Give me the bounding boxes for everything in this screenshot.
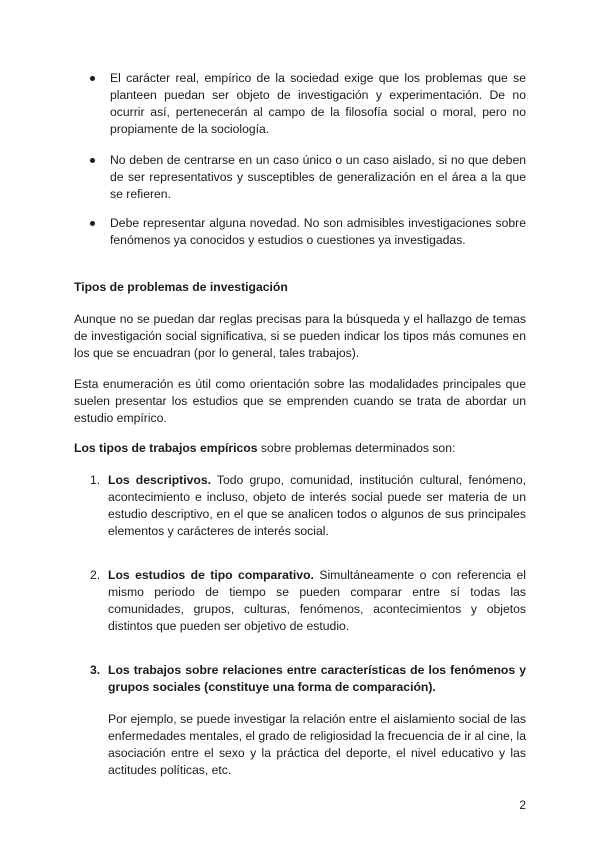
bullet-item <box>88 70 526 138</box>
paragraph: Esta enumeración es útil como orientación sobre las modalidades principales que suelen presentar los estudios que se emprenden cuando se trata de abordar un estudio empírico. <box>74 377 526 425</box>
item-title: Los estudios de tipo comparativo. <box>108 568 314 582</box>
example-paragraph: Por ejemplo, se puede investigar la relación entre el aislamiento social de las enfermedades mentales, el grado de religiosidad la frecuencia de ir al cine, la asociación entre el sexo y la práctica del deporte, el nivel educativo y las actitudes políticas, etc. <box>108 712 527 777</box>
bullet-item <box>88 152 526 203</box>
item-title: Los trabajos sobre relaciones entre características de los fenómenos y grupos sociales (constituye una forma de comparación). <box>108 663 526 694</box>
item-number: 1. <box>90 473 101 487</box>
numbered-item <box>90 472 526 540</box>
item-text: Todo grupo, comunidad, institución cultural, fenómeno, acontecimiento e incluso, objeto de interés social puede ser materia de un estudio descriptivo, en el que se analicen todos o algunos de sus principales elementos y carácteres de interés social. <box>108 473 526 538</box>
numbered-item <box>90 662 526 696</box>
bullet-text: No deben de centrarse en un caso único o un caso aislado, si no que deben de ser representativos y susceptibles de generalización en el área a la que se refieren. <box>110 153 526 201</box>
bullet-item <box>88 215 526 249</box>
item-title: Los descriptivos. <box>108 473 211 487</box>
paragraph: Aunque no se puedan dar reglas precisas para la búsqueda y el hallazgo de temas de investigación social significativa, si se pueden indicar los tipos más comunes en los que se encuadran (por lo general, tales trabajos). <box>74 312 526 360</box>
bullet-text: Debe representar alguna novedad. No son admisibles investigaciones sobre fenómenos ya conocidos y estudios o cuestiones ya investigadas. <box>110 216 526 247</box>
page-number: 2 <box>519 798 526 812</box>
section-heading: Tipos de problemas de investigación <box>74 280 288 294</box>
item-body <box>108 662 526 696</box>
numbered-item <box>90 567 526 635</box>
list-intro <box>74 440 526 457</box>
list-intro-bold: Los tipos de trabajos empíricos <box>74 441 258 455</box>
item-text: Simultáneamente o con referencia el mismo periodo de tiempo se pueden comparar entre sí todas las comunidades, grupos, culturas, fenómenos, acontecimientos y objetos distintos que pueden ser objetivo de estudio. <box>108 568 526 633</box>
item-number: 2. <box>90 568 101 582</box>
item-number: 3. <box>90 663 101 677</box>
item-body <box>108 567 526 635</box>
item-body <box>108 472 526 540</box>
bullet-text: El carácter real, empírico de la sociedad exige que los problemas que se planteen puedan ser objeto de investigación y experimentación. De no ocurrir así, pertenecerán al campo de la filosofía social o moral, pero no propiamente de la sociología. <box>110 71 526 136</box>
list-intro-rest: sobre problemas determinados son: <box>257 441 456 455</box>
